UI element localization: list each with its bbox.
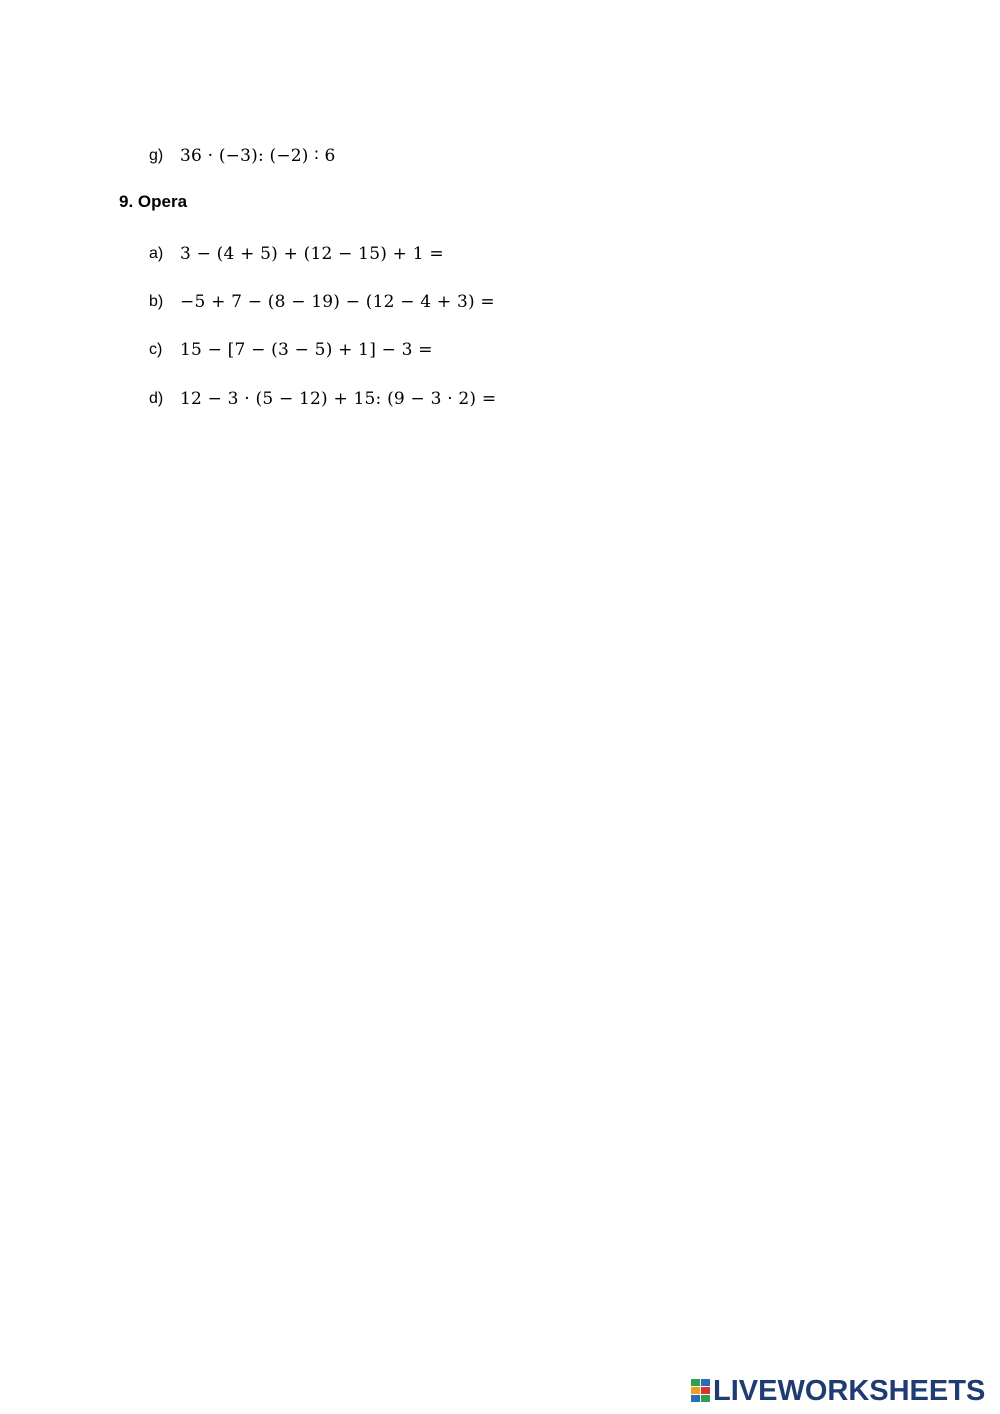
item-expression: 12 − 3 · (5 − 12) + 15: (9 − 3 · 2) =: [180, 389, 497, 409]
exercise-item-b: [149, 288, 495, 316]
exercise-item-c: [149, 336, 433, 364]
item-expression: 15 − [7 − (3 − 5) + 1] − 3 =: [180, 340, 433, 360]
item-label: g): [149, 147, 164, 164]
item-expression: 3 − (4 + 5) + (12 − 15) + 1 =: [180, 244, 444, 264]
item-expression: −5 + 7 − (8 − 19) − (12 − 4 + 3) =: [180, 292, 495, 312]
section-title: 9. Opera: [119, 192, 188, 211]
item-label: c): [149, 341, 163, 358]
item-label: a): [149, 245, 164, 262]
exercise-item-a: [149, 240, 444, 268]
item-label: b): [149, 293, 164, 310]
item-label: d): [149, 390, 164, 407]
logo-text: LIVEWORKSHEETS: [713, 1374, 986, 1407]
item-expression: 36 · (−3): (−2) ∶ 6: [180, 146, 336, 166]
liveworksheets-logo-icon: [691, 1379, 711, 1403]
liveworksheets-logo: [691, 1374, 985, 1408]
exercise-item-g: [149, 142, 335, 170]
exercise-item-d: [149, 385, 496, 413]
